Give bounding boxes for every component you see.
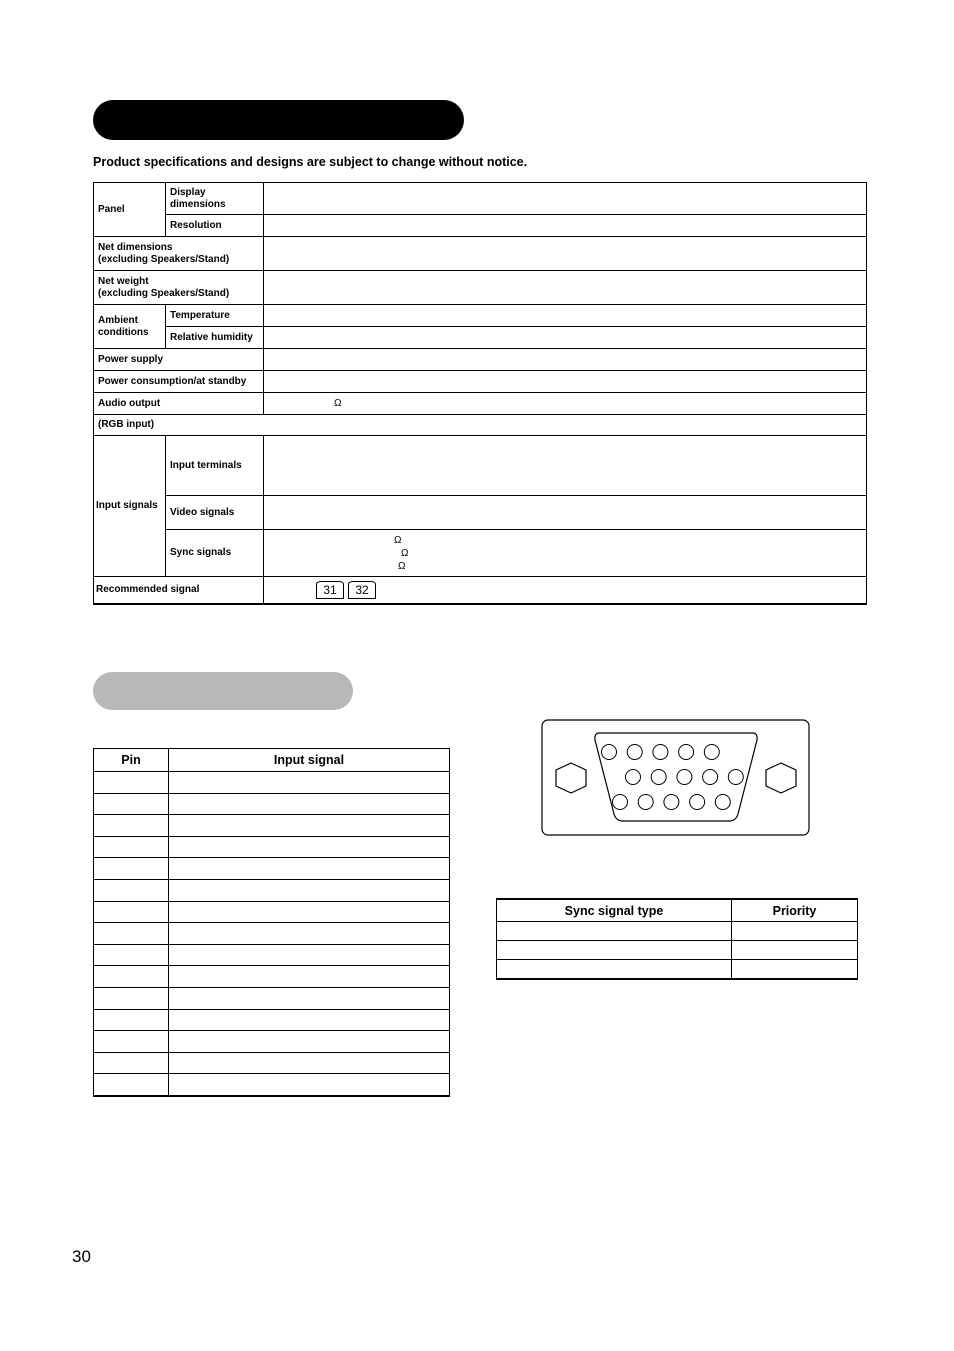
value-display-dimensions	[264, 183, 867, 215]
pin-signal-cell	[169, 1052, 450, 1074]
pin-signal-cell	[169, 923, 450, 945]
page-ref-31[interactable]: 31	[316, 581, 344, 599]
header-sync-signal-type: Sync signal type	[497, 899, 732, 922]
header-pin: Pin	[94, 749, 169, 772]
table-row	[94, 923, 450, 945]
pin-signal-cell	[169, 944, 450, 966]
pin-signal-cell	[169, 772, 450, 794]
connector-pin	[690, 795, 705, 810]
table-row	[94, 793, 450, 815]
pin-number-cell	[94, 815, 169, 837]
page-number: 30	[72, 1247, 91, 1266]
d-sub-connector-diagram	[540, 718, 812, 838]
specifications-table	[93, 182, 867, 605]
pin-signal-cell	[169, 815, 450, 837]
section-header-pin-assignment	[93, 672, 353, 710]
sync-type-cell	[497, 922, 732, 941]
section-header-specifications	[93, 100, 464, 140]
pin-signal-cell	[169, 793, 450, 815]
table-row	[94, 1074, 450, 1096]
value-power-supply	[264, 349, 867, 371]
table-row	[94, 901, 450, 923]
pin-number-cell	[94, 966, 169, 988]
pin-signal-cell	[169, 987, 450, 1009]
sync-priority-table	[496, 898, 858, 980]
page-ref-32[interactable]: 32	[348, 581, 376, 599]
connector-pin	[677, 770, 692, 785]
pin-number-cell	[94, 1031, 169, 1053]
label-audio-output: Audio output	[94, 393, 264, 415]
table-row	[94, 772, 450, 794]
connector-pin	[664, 795, 679, 810]
value-video-signals	[264, 496, 867, 530]
label-ambient-conditions: Ambient conditions	[94, 305, 166, 349]
connector-pin	[704, 745, 719, 760]
pin-number-cell	[94, 923, 169, 945]
label-display-dimensions: Display dimensions	[166, 183, 264, 215]
pin-number-cell	[94, 1074, 169, 1096]
pin-number-cell	[94, 793, 169, 815]
pin-number-cell	[94, 987, 169, 1009]
sync-priority-cell	[732, 922, 858, 941]
header-input-signal: Input signal	[169, 749, 450, 772]
connector-pin	[715, 795, 730, 810]
label-resolution: Resolution	[166, 215, 264, 237]
connector-pin	[728, 770, 743, 785]
pin-signal-cell	[169, 858, 450, 880]
label-net-dimensions: Net dimensions (excluding Speakers/Stand)	[94, 237, 264, 271]
value-input-terminals	[264, 436, 867, 496]
pin-number-cell	[94, 879, 169, 901]
table-row	[497, 922, 858, 941]
value-recommended-signal	[264, 577, 867, 604]
pin-signal-cell	[169, 1009, 450, 1031]
pin-number-cell	[94, 772, 169, 794]
table-row	[497, 960, 858, 980]
connector-pin	[679, 745, 694, 760]
table-row	[497, 941, 858, 960]
label-video-signals: Video signals	[166, 496, 264, 530]
value-net-dimensions	[264, 237, 867, 271]
value-audio-output: Ω	[264, 393, 867, 415]
table-row	[94, 987, 450, 1009]
table-row	[94, 1031, 450, 1053]
pin-signal-cell	[169, 1031, 450, 1053]
sync-priority-cell	[732, 960, 858, 980]
pin-number-cell	[94, 901, 169, 923]
value-power-consumption	[264, 371, 867, 393]
value-relative-humidity	[264, 327, 867, 349]
label-sync-signals: Sync signals	[166, 530, 264, 577]
pin-number-cell	[94, 1009, 169, 1031]
label-relative-humidity: Relative humidity	[166, 327, 264, 349]
right-screw-hex	[766, 763, 796, 793]
label-recommended-signal: Recommended signal	[94, 577, 264, 604]
pin-signal-cell	[169, 879, 450, 901]
label-power-consumption: Power consumption/at standby	[94, 371, 264, 393]
label-panel: Panel	[94, 183, 166, 237]
value-temperature	[264, 305, 867, 327]
label-power-supply: Power supply	[94, 349, 264, 371]
pin-signal-cell	[169, 901, 450, 923]
table-row	[94, 879, 450, 901]
pin-assignment-table	[93, 748, 450, 1097]
connector-pin	[651, 770, 666, 785]
sync-type-cell	[497, 960, 732, 980]
pin-signal-cell	[169, 1074, 450, 1096]
pin-signal-cell	[169, 836, 450, 858]
label-rgb-input: (RGB input)	[94, 415, 867, 436]
label-net-weight: Net weight (excluding Speakers/Stand)	[94, 271, 264, 305]
pin-signal-cell	[169, 966, 450, 988]
pin-number-cell	[94, 858, 169, 880]
header-priority: Priority	[732, 899, 858, 922]
value-net-weight	[264, 271, 867, 305]
sync-type-cell	[497, 941, 732, 960]
table-row	[94, 944, 450, 966]
table-row	[94, 836, 450, 858]
table-row	[94, 966, 450, 988]
pin-number-cell	[94, 1052, 169, 1074]
label-input-terminals: Input terminals	[166, 436, 264, 496]
value-sync-signals: Ω Ω Ω	[264, 530, 867, 577]
connector-pin	[626, 770, 641, 785]
pin-number-cell	[94, 836, 169, 858]
connector-pin	[627, 745, 642, 760]
sync-priority-cell	[732, 941, 858, 960]
value-resolution	[264, 215, 867, 237]
label-input-signals: Input signals	[94, 436, 166, 577]
connector-pin	[703, 770, 718, 785]
table-row	[94, 815, 450, 837]
table-row	[94, 1009, 450, 1031]
connector-pin	[613, 795, 628, 810]
connector-pin	[638, 795, 653, 810]
left-screw-hex	[556, 763, 586, 793]
table-row	[94, 1052, 450, 1074]
table-row	[94, 858, 450, 880]
notice-text: Product specifications and designs are subject to change without notice.	[93, 155, 528, 169]
pin-number-cell	[94, 944, 169, 966]
connector-pin	[602, 745, 617, 760]
label-temperature: Temperature	[166, 305, 264, 327]
connector-pin	[653, 745, 668, 760]
